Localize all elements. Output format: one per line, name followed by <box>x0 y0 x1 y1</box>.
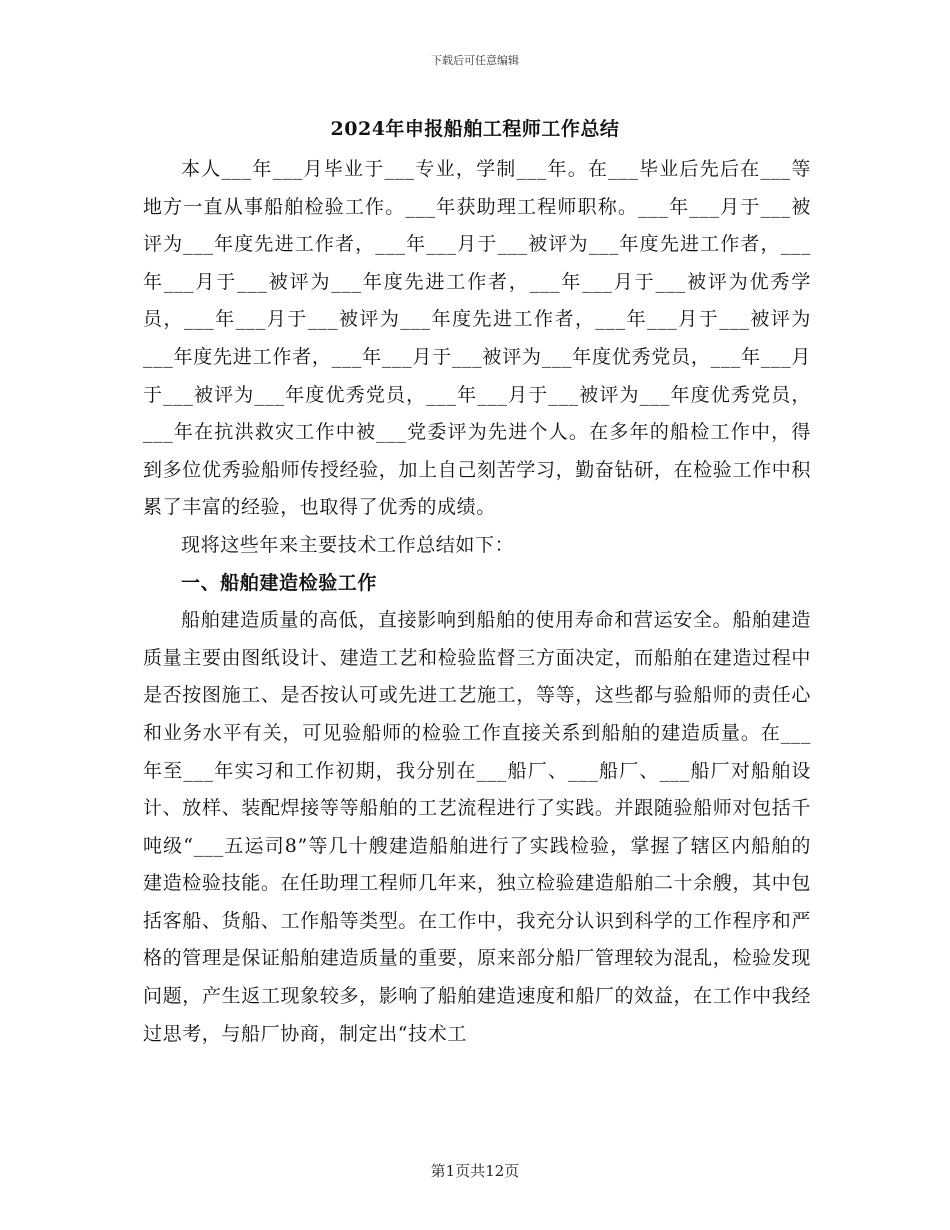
section-heading-shipbuilding-inspection: 一、船舶建造检验工作 <box>181 571 378 594</box>
intro-paragraph: 本人___年___月毕业于___专业，学制___年。在___毕业后先后在___等地方一直从事船舶检验工作。___年获助理工程师职称。___年___月于___被评为___年度先进工作者，___年___月于___被评为___年度先进工作者，___年___月于___被评为___年度先进工作者，___年___月于___被评为优秀学员，___年___月于___被评为___年度先进工作者，___年___月于___被评为___年度先进工作者，___年___月于___被评为___年度优秀党员，___年___月于___被评为___年度优秀党员，___年___月于___被评为___年度优秀党员，___年在抗洪救灾工作中被___党委评为先进个人。在多年的船检工作中，得到多位优秀验船师传授经验，加上自己刻苦学习，勤奋钻研，在检验工作中积累了丰富的经验，也取得了优秀的成绩。 <box>143 158 811 519</box>
document-body <box>143 143 811 1053</box>
document-title: 2024年申报船舶工程师工作总结 <box>330 118 620 140</box>
header-note: 下载后可任意编辑 <box>431 54 519 67</box>
page-number: 第1页共12页 <box>430 1162 520 1180</box>
shipbuilding-inspection-paragraph: 船舶建造质量的高低，直接影响到船舶的使用寿命和营运安全。船舶建造质量主要由图纸设计、建造工艺和检验监督三方面决定，而船舶在建造过程中是否按图施工、是否按认可或先进工艺施工，等等，这些都与验船师的责任心和业务水平有关，可见验船师的检验工作直接关系到船舶的建造质量。在___年至___年实习和工作初期，我分别在___船厂、___船厂、___船厂对船舶设计、放样、装配焊接等等船舶的工艺流程进行了实践。并跟随验船师对包括千吨级“___五运司8”等几十艘建造船舶进行了实践检验，掌握了辖区内船舶的建造检验技能。在任助理工程师几年来，独立检验建造船舶二十余艘，其中包括客船、货船、工作船等类型。在工作中，我充分认识到科学的工作程序和严格的管理是保证船舶建造质量的重要，原来部分船厂管理较为混乱，检验发现问题，产生返工现象较多，影响了船舶建造速度和船厂的效益，在工作中我经过思考，与船厂协商，制定出“技术工 <box>143 609 811 1045</box>
summary-lead-paragraph: 现将这些年来主要技术工作总结如下： <box>181 533 515 556</box>
